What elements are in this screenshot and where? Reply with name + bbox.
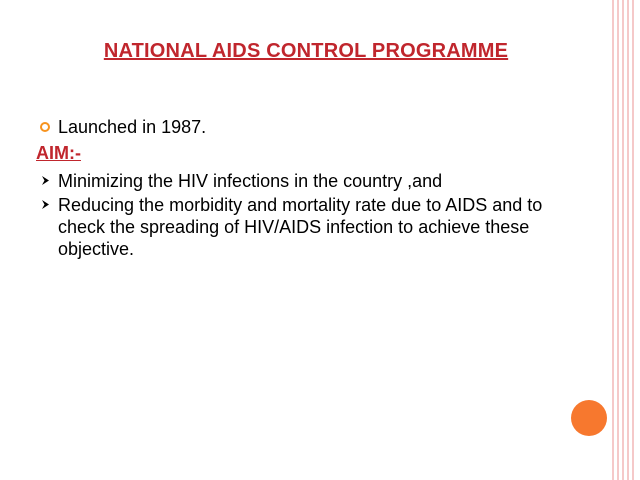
orange-circle-decoration (571, 400, 607, 436)
launched-text: Launched in 1987. (58, 117, 207, 137)
aim-label: AIM:- (36, 143, 81, 163)
arrow-bullet-icon (36, 170, 54, 186)
slide-title: NATIONAL AIDS CONTROL PROGRAMME (103, 40, 509, 62)
item-2-text: Reducing the morbidity and mortality rate due to AIDS and to check the spreading of HIV/AIDS infection to achieve these objective. (58, 195, 543, 259)
bullet-item-1 (36, 170, 576, 192)
arrow-bullet-icon (36, 194, 54, 210)
item-1-text: Minimizing the HIV infections in the country ,and (58, 171, 443, 191)
slide-content (36, 116, 576, 260)
bullet-item-2 (36, 194, 576, 260)
circle-bullet-icon (36, 116, 54, 132)
bullet-launched (36, 116, 576, 138)
